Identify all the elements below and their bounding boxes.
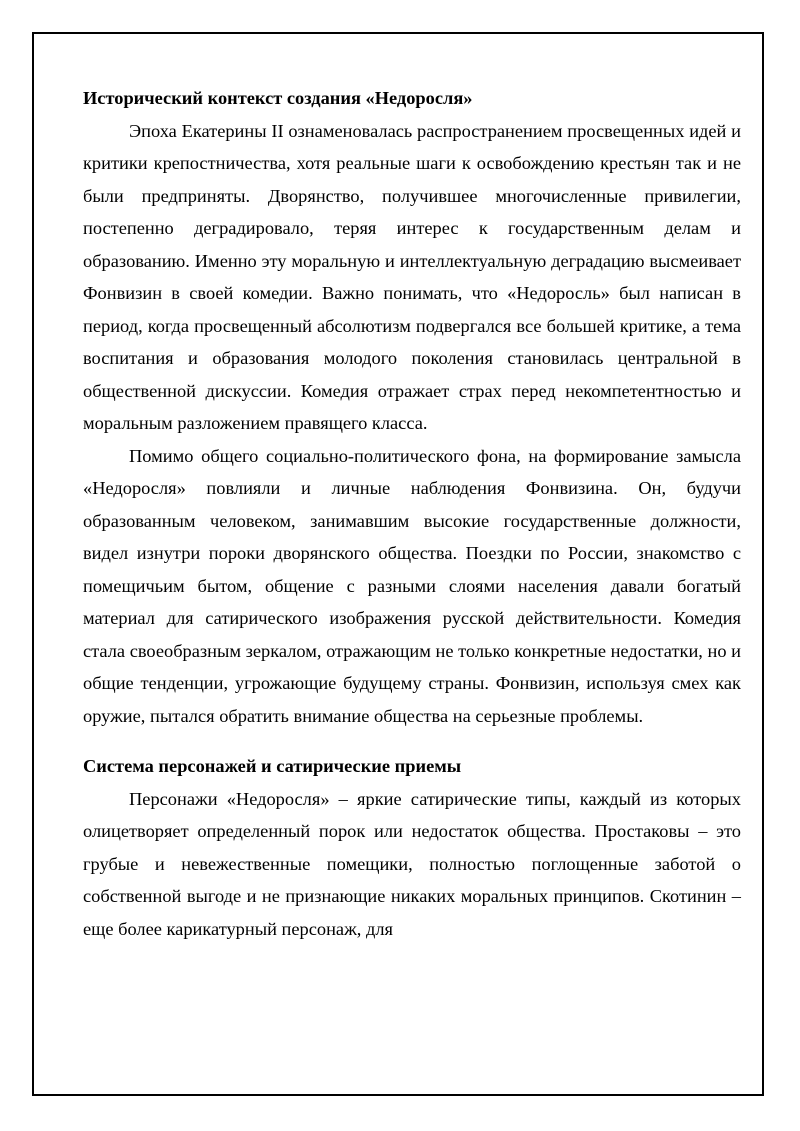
section-heading-historical-context: Исторический контекст создания «Недоросля» — [83, 88, 473, 108]
document-body — [83, 82, 741, 945]
section-heading-characters: Система персонажей и сатирические приемы — [83, 756, 462, 776]
paragraph-historical-2: Помимо общего социально-политического фона, на формирование замысла «Недоросля» повлияли и личные наблюдения Фонвизина. Он, будучи образованным человеком, занимавшим высокие государственные должности, видел изнутри пороки дворянского общества. Поездки по России, знакомство с помещичьим бытом, общение с разными слоями населения давали богатый материал для сатирического изображения русской действительности. Комедия стала своеобразным зеркалом, отражающим не только конкретные недостатки, но и общие тенденции, угрожающие будущему страны. Фонвизин, используя смех как оружие, пытался обратить внимание общества на серьезные проблемы. — [83, 445, 741, 726]
paragraph-characters-1: Персонажи «Недоросля» – яркие сатирические типы, каждый из которых олицетворяет определенный порок или недостаток общества. Простаковы – это грубые и невежественные помещики, полностью поглощенные заботой о собственной выгоде и не признающие никаких моральных принципов. Скотинин – еще более карикатурный персонаж, для — [83, 788, 741, 939]
paragraph-historical-1: Эпоха Екатерины II ознаменовалась распространением просвещенных идей и критики крепостничества, хотя реальные шаги к освобождению крестьян так и не были предприняты. Дворянство, получившее многочисленные привилегии, постепенно деградировало, теряя интерес к государственным делам и образованию. Именно эту моральную и интеллектуальную деградацию высмеивает Фонвизин в своей комедии. Важно понимать, что «Недоросль» был написан в период, когда просвещенный абсолютизм подвергался все большей критике, а тема воспитания и образования молодого поколения становилась центральной в общественной дискуссии. Комедия отражает страх перед некомпетентностью и моральным разложением правящего класса. — [83, 120, 741, 433]
